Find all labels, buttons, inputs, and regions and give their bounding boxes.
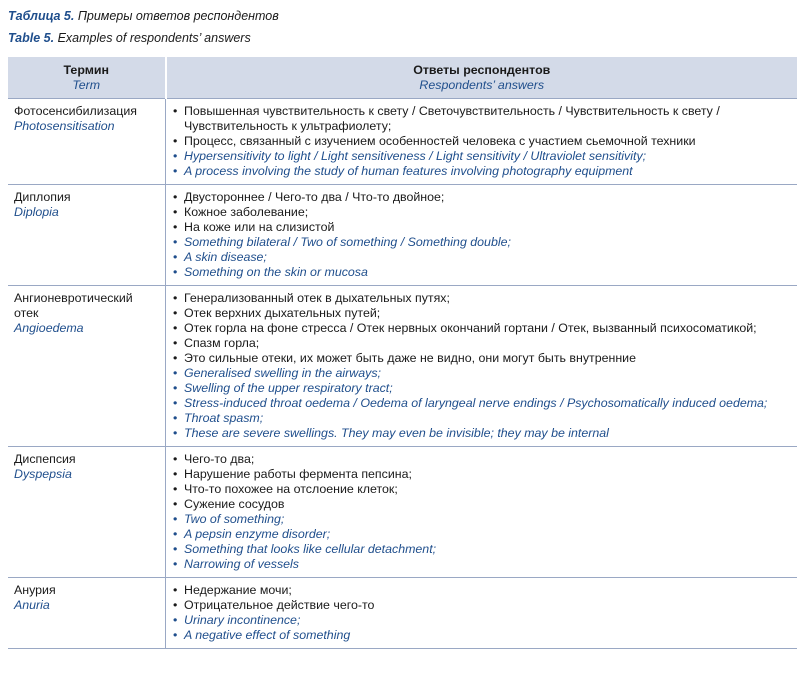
answers-header-ru: Ответы респондентов: [413, 63, 551, 77]
answers-cell: [166, 286, 798, 447]
answers-cell: [166, 185, 798, 286]
answer-ru: • Спазм горла;: [184, 336, 791, 351]
term-ru: Диплопия: [14, 190, 71, 204]
answer-en: • A skin disease;: [184, 250, 791, 265]
answer-ru: • Это сильные отеки, их может быть даже не видно, они могут быть внутренние: [184, 351, 791, 366]
table-body: [8, 99, 797, 649]
caption-label-ru: Таблица 5.: [8, 9, 75, 23]
answer-ru: • Двустороннее / Чего-то два / Что-то двойное;: [184, 190, 791, 205]
answer-ru: • Сужение сосудов: [184, 497, 791, 512]
answer-en: • Something that looks like cellular detachment;: [184, 542, 791, 557]
term-ru: Ангионевротический отек: [14, 291, 133, 320]
term-en: Photosensitisation: [14, 119, 115, 133]
term-column-header: [8, 57, 166, 99]
answer-en: • Something on the skin or mucosa: [184, 265, 791, 280]
answers-list: [172, 452, 791, 572]
term-cell: [8, 99, 166, 185]
answer-ru: • Чего-то два;: [184, 452, 791, 467]
term-en: Angioedema: [14, 321, 84, 335]
answers-list: [172, 583, 791, 643]
answer-en: • Two of something;: [184, 512, 791, 527]
caption-text-en: Examples of respondents’ answers: [54, 31, 251, 45]
answers-list: [172, 291, 791, 441]
answer-en: • Generalised swelling in the airways;: [184, 366, 791, 381]
answers-column-header: [166, 57, 798, 99]
caption-text-ru: Примеры ответов респондентов: [74, 9, 279, 23]
caption-label-en: Table 5.: [8, 31, 55, 45]
table-row: [8, 185, 797, 286]
answers-list: [172, 104, 791, 179]
term-ru: Диспепсия: [14, 452, 76, 466]
answer-ru: • Недержание мочи;: [184, 583, 791, 598]
term-en: Anuria: [14, 598, 50, 612]
answer-en: • A pepsin enzyme disorder;: [184, 527, 791, 542]
answer-ru: • Процесс, связанный с изучением особенностей человека с участием сьемочной техники: [184, 134, 791, 149]
term-cell: [8, 578, 166, 649]
answer-en: • Narrowing of vessels: [184, 557, 791, 572]
term-ru: Анурия: [14, 583, 56, 597]
answer-en: • These are severe swellings. They may even be invisible; they may be internal: [184, 426, 791, 441]
answer-ru: • Нарушение работы фермента пепсина;: [184, 467, 791, 482]
table-row: [8, 578, 797, 649]
answer-ru: • Отек горла на фоне стресса / Отек нервных окончаний гортани / Отек, вызванный психосоматикой;: [184, 321, 791, 336]
table-row: [8, 99, 797, 185]
answer-en: • A negative effect of something: [184, 628, 791, 643]
term-header-ru: Термин: [63, 63, 109, 77]
term-ru: Фотосенсибилизация: [14, 104, 137, 118]
table-row: [8, 447, 797, 578]
table-row: [8, 286, 797, 447]
answers-cell: [166, 578, 798, 649]
answer-en: • Urinary incontinence;: [184, 613, 791, 628]
answer-ru: • Генерализованный отек в дыхательных путях;: [184, 291, 791, 306]
term-en: Diplopia: [14, 205, 59, 219]
answer-ru: • Отрицательное действие чего-то: [184, 598, 791, 613]
answers-header-en: Respondents’ answers: [419, 78, 545, 92]
answer-ru: • Отек верхних дыхательных путей;: [184, 306, 791, 321]
answer-ru: • Что-то похожее на отслоение клеток;: [184, 482, 791, 497]
term-cell: [8, 447, 166, 578]
table-caption-en: [8, 31, 251, 45]
answer-ru: • Повышенная чувствительность к свету / Светочувствительность / Чувствительность к свету / Чувствительность к ультрафиолету;: [184, 104, 791, 134]
answer-en: • Hypersensitivity to light / Light sensitiveness / Light sensitivity / Ultraviolet sensitivity;: [184, 149, 791, 164]
answer-ru: • Кожное заболевание;: [184, 205, 791, 220]
answer-en: • Stress-induced throat oedema / Oedema of laryngeal nerve endings / Psychosomatically induced oedema;: [184, 396, 791, 411]
answers-cell: [166, 447, 798, 578]
answer-ru: • На коже или на слизистой: [184, 220, 791, 235]
answers-table: [8, 57, 797, 649]
term-cell: [8, 185, 166, 286]
table-caption-ru: [8, 9, 279, 23]
answers-cell: [166, 99, 798, 185]
term-header-en: Term: [72, 78, 101, 92]
term-cell: [8, 286, 166, 447]
table-header-row: [8, 57, 797, 99]
term-en: Dyspepsia: [14, 467, 72, 481]
answer-en: • A process involving the study of human features involving photography equipment: [184, 164, 791, 179]
answers-list: [172, 190, 791, 280]
answer-en: • Throat spasm;: [184, 411, 791, 426]
answer-en: • Something bilateral / Two of something / Something double;: [184, 235, 791, 250]
answer-en: • Swelling of the upper respiratory tract;: [184, 381, 791, 396]
